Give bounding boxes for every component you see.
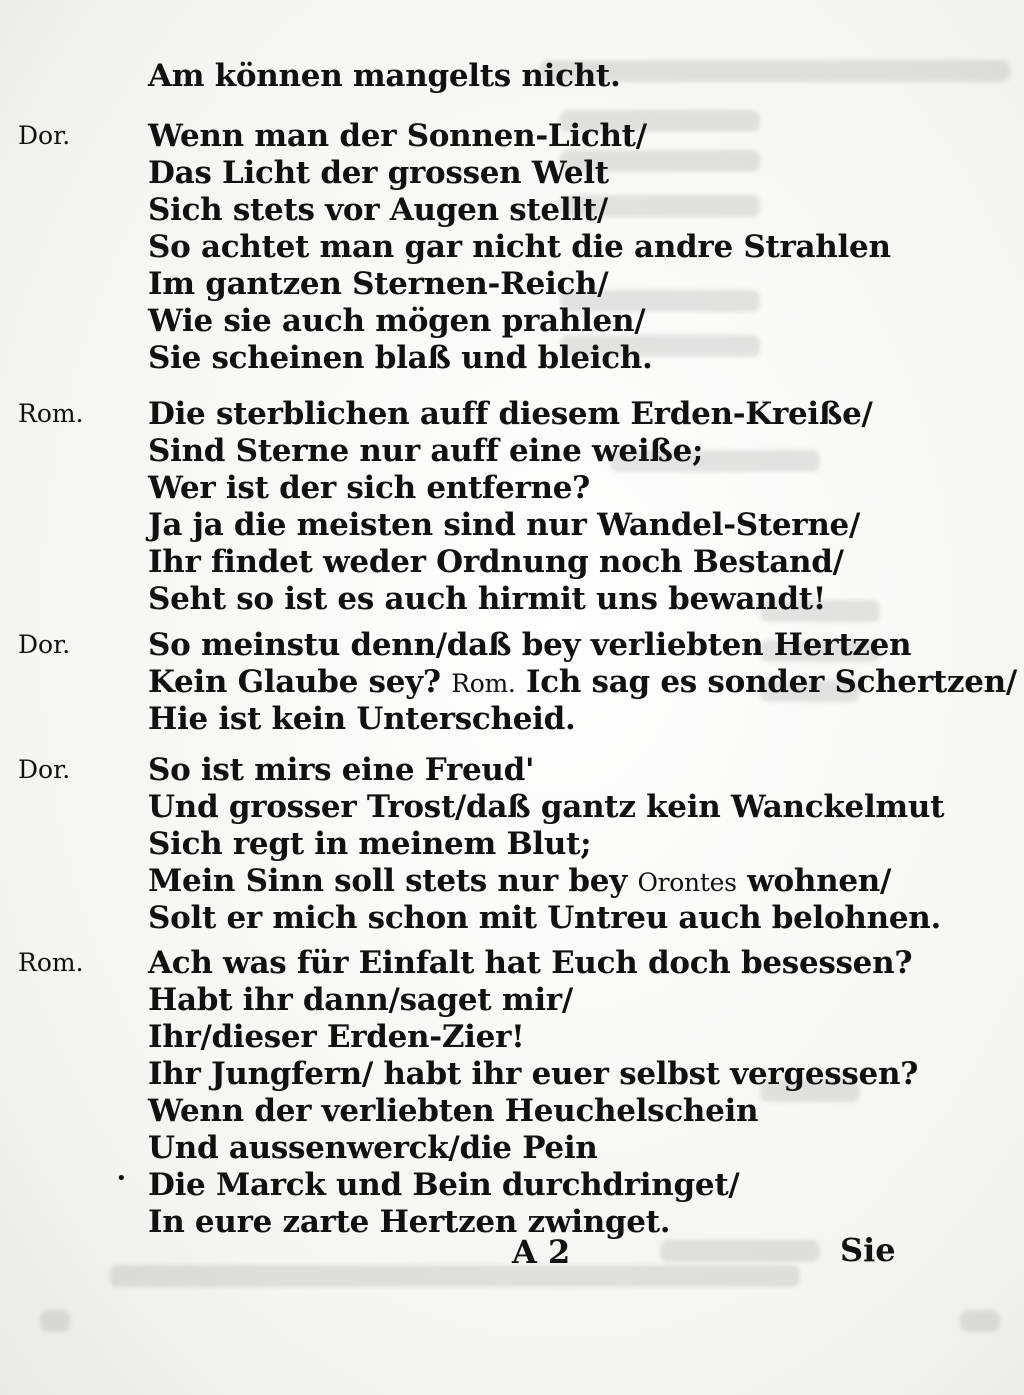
verse-line: Und aussenwerck/die Pein xyxy=(148,1130,598,1166)
inline-name-orontes: Orontes xyxy=(637,868,737,897)
verse-line: Wenn der verliebten Heuchelschein xyxy=(148,1093,759,1129)
verse-fragment: Mein Sinn soll stets nur bey xyxy=(148,863,627,899)
speaker-label: Dor. xyxy=(18,630,71,659)
verse-line: Habt ihr dann/saget mir/ xyxy=(148,982,573,1018)
verse-line: Im gantzen Sternen-Reich/ xyxy=(148,266,609,302)
verse-line: Wer ist der sich entferne? xyxy=(148,470,591,506)
verse-line: Ihr Jungfern/ habt ihr euer selbst vergessen? xyxy=(148,1056,919,1092)
margin-dot: • xyxy=(116,1168,127,1189)
verse-line: Hie ist kein Unterscheid. xyxy=(148,701,576,737)
verse-line: Ja ja die meisten sind nur Wandel-Sterne/ xyxy=(148,507,861,543)
verse-fragment: Ich sag es sonder Schertzen/ xyxy=(526,664,1017,700)
verse-line: Sich stets vor Augen stellt/ xyxy=(148,192,608,228)
verse-line: Ihr findet weder Ordnung noch Bestand/ xyxy=(148,544,844,580)
verse-fragment: Kein Glaube sey? xyxy=(148,664,441,700)
inline-speaker-label: Rom. xyxy=(451,669,516,698)
speaker-label: Dor. xyxy=(18,121,71,150)
verse-line: Und grosser Trost/daß gantz kein Wanckelmut xyxy=(148,789,945,825)
verse-line: Solt er mich schon mit Untreu auch belohnen. xyxy=(148,900,942,936)
verse-line: Seht so ist es auch hirmit uns bewandt! xyxy=(148,581,827,617)
verse-line: Sind Sterne nur auff eine weiße; xyxy=(148,433,704,469)
verse-line: Am können mangelts nicht. xyxy=(148,58,621,94)
verse-line: So ist mirs eine Freud' xyxy=(148,752,535,788)
speaker-label: Rom. xyxy=(18,948,84,977)
verse-line: Ihr/dieser Erden-Zier! xyxy=(148,1019,525,1055)
verse-line: Sie scheinen blaß und bleich. xyxy=(148,340,653,376)
speaker-label: Dor. xyxy=(18,755,71,784)
signature-mark: A 2 xyxy=(512,1233,571,1271)
verse-line: Die sterblichen auff diesem Erden-Kreiße/ xyxy=(148,396,873,432)
verse-line xyxy=(148,664,1017,702)
verse-line: So meinstu denn/daß bey verliebten Hertzen xyxy=(148,627,912,663)
verse-line: Sich regt in meinem Blut; xyxy=(148,826,592,862)
verse-line: Wenn man der Sonnen-Licht/ xyxy=(148,118,647,154)
verse-line xyxy=(148,863,891,901)
verse-line: So achtet man gar nicht die andre Strahlen xyxy=(148,229,891,265)
catchword: Sie xyxy=(840,1231,896,1269)
verse-line: Ach was für Einfalt hat Euch doch besessen? xyxy=(148,945,913,981)
verse-fragment: wohnen/ xyxy=(747,863,892,899)
verse-line: In eure zarte Hertzen zwinget. xyxy=(148,1204,671,1240)
verse-line: Die Marck und Bein durchdringet/ xyxy=(148,1167,740,1203)
verse-line: Das Licht der grossen Welt xyxy=(148,155,609,191)
speaker-label: Rom. xyxy=(18,399,84,428)
verse-line: Wie sie auch mögen prahlen/ xyxy=(148,303,646,339)
